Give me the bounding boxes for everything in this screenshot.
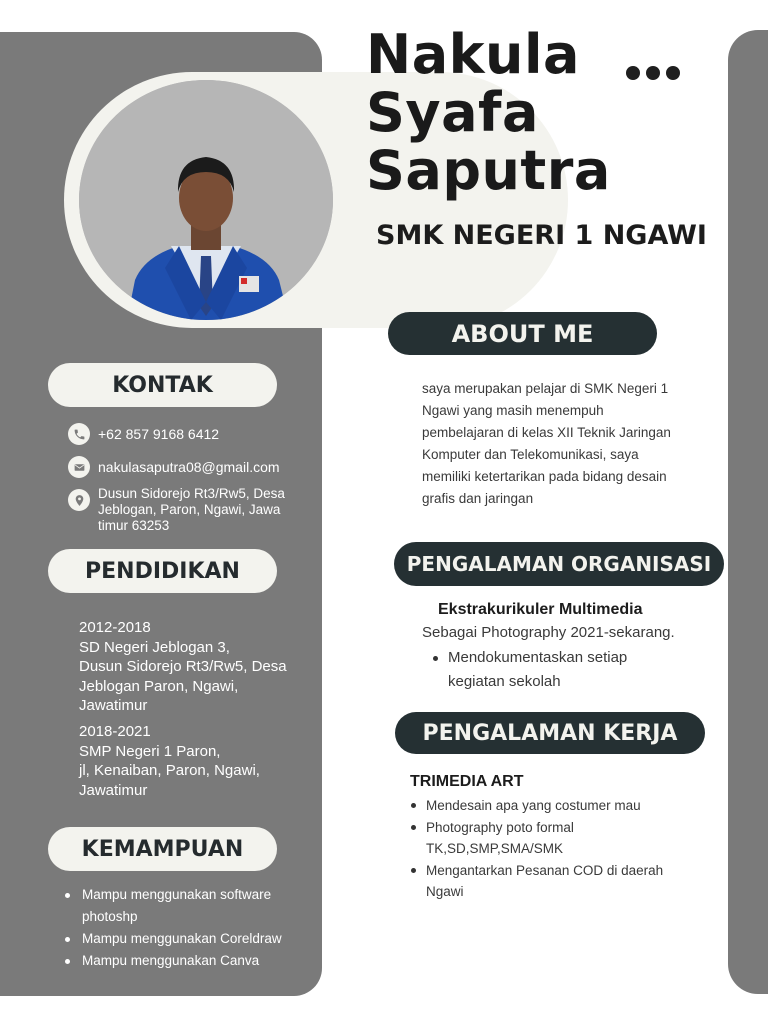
skill-item: Mampu menggunakan Canva <box>62 950 312 972</box>
school-name: SMK NEGERI 1 NGAWI <box>376 220 707 251</box>
list-item: Mendokumentaskan setiap kegiatan sekolah <box>448 646 688 694</box>
contact-address <box>68 486 318 534</box>
education-address: Jawatimur <box>79 781 148 799</box>
location-pin-icon <box>68 489 90 511</box>
skill-item: Mampu menggunakan Coreldraw <box>62 928 312 950</box>
organisasi-heading: PENGALAMAN ORGANISASI <box>394 542 724 586</box>
kerja-list <box>426 795 706 903</box>
about-me-text: saya merupakan pelajar di SMK Negeri 1 Ngawi yang masih menempuh pembelajaran di kelas XII Teknik Jaringan Komputer dan Telekomunikasi, saya memiliki ketertarikan pada bidang desain grafis dan jaringan <box>422 381 671 506</box>
contact-phone <box>68 423 219 445</box>
organisasi-role: Sebagai Photography 2021-sekarang. <box>422 624 675 641</box>
education-address: Jeblogan Paron, Ngawi, <box>79 677 239 695</box>
education-years: 2018-2021 <box>79 723 151 740</box>
name-line-3: Saputra <box>366 139 611 202</box>
education-school: SMP Negeri 1 Paron, <box>79 742 221 760</box>
name-line-2: Syafa <box>366 81 539 144</box>
right-decorative-bar <box>728 30 768 994</box>
address-text: Dusun Sidorejo Rt3/Rw5, Desa Jeblogan, Paron, Ngawi, Jawa timur 63253 <box>98 486 285 533</box>
contact-email <box>68 456 280 478</box>
skill-item: Mampu menggunakan software photoshp <box>62 884 312 928</box>
person-name <box>366 23 696 202</box>
mail-icon <box>68 456 90 478</box>
name-line-1: Nakula <box>366 23 580 86</box>
education-school: SD Negeri Jeblogan 3, <box>79 638 230 656</box>
education-address: jl, Kenaiban, Paron, Ngawi, <box>79 762 260 779</box>
phone-number: +62 857 9168 6412 <box>98 426 220 442</box>
kontak-heading: KONTAK <box>48 363 277 407</box>
organisasi-list <box>448 646 688 694</box>
kemampuan-heading: KEMAMPUAN <box>48 827 277 871</box>
education-address: Jawatimur <box>79 697 148 714</box>
education-entry <box>79 618 309 716</box>
education-years: 2012-2018 <box>79 619 151 636</box>
profile-photo <box>79 80 333 320</box>
list-item: Mengantarkan Pesanan COD di daerah Ngawi <box>426 860 706 903</box>
organisasi-title: Ekstrakurikuler Multimedia <box>438 601 643 618</box>
list-item: Photography poto formal TK,SD,SMP,SMA/SMK <box>426 817 706 860</box>
education-entry <box>79 722 309 800</box>
education-address: Dusun Sidorejo Rt3/Rw5, Desa <box>79 658 287 675</box>
pendidikan-heading: PENDIDIKAN <box>48 549 277 593</box>
person-portrait-image <box>79 80 333 320</box>
email-address: nakulasaputra08@gmail.com <box>98 459 280 475</box>
kerja-heading: PENGALAMAN KERJA <box>395 712 705 754</box>
list-item: Mendesain apa yang costumer mau <box>426 795 706 817</box>
more-dots-icon <box>626 66 680 80</box>
skills-list <box>62 884 312 972</box>
phone-icon <box>68 423 90 445</box>
about-me-heading: ABOUT ME <box>388 312 657 355</box>
kerja-company: TRIMEDIA ART <box>410 773 524 790</box>
